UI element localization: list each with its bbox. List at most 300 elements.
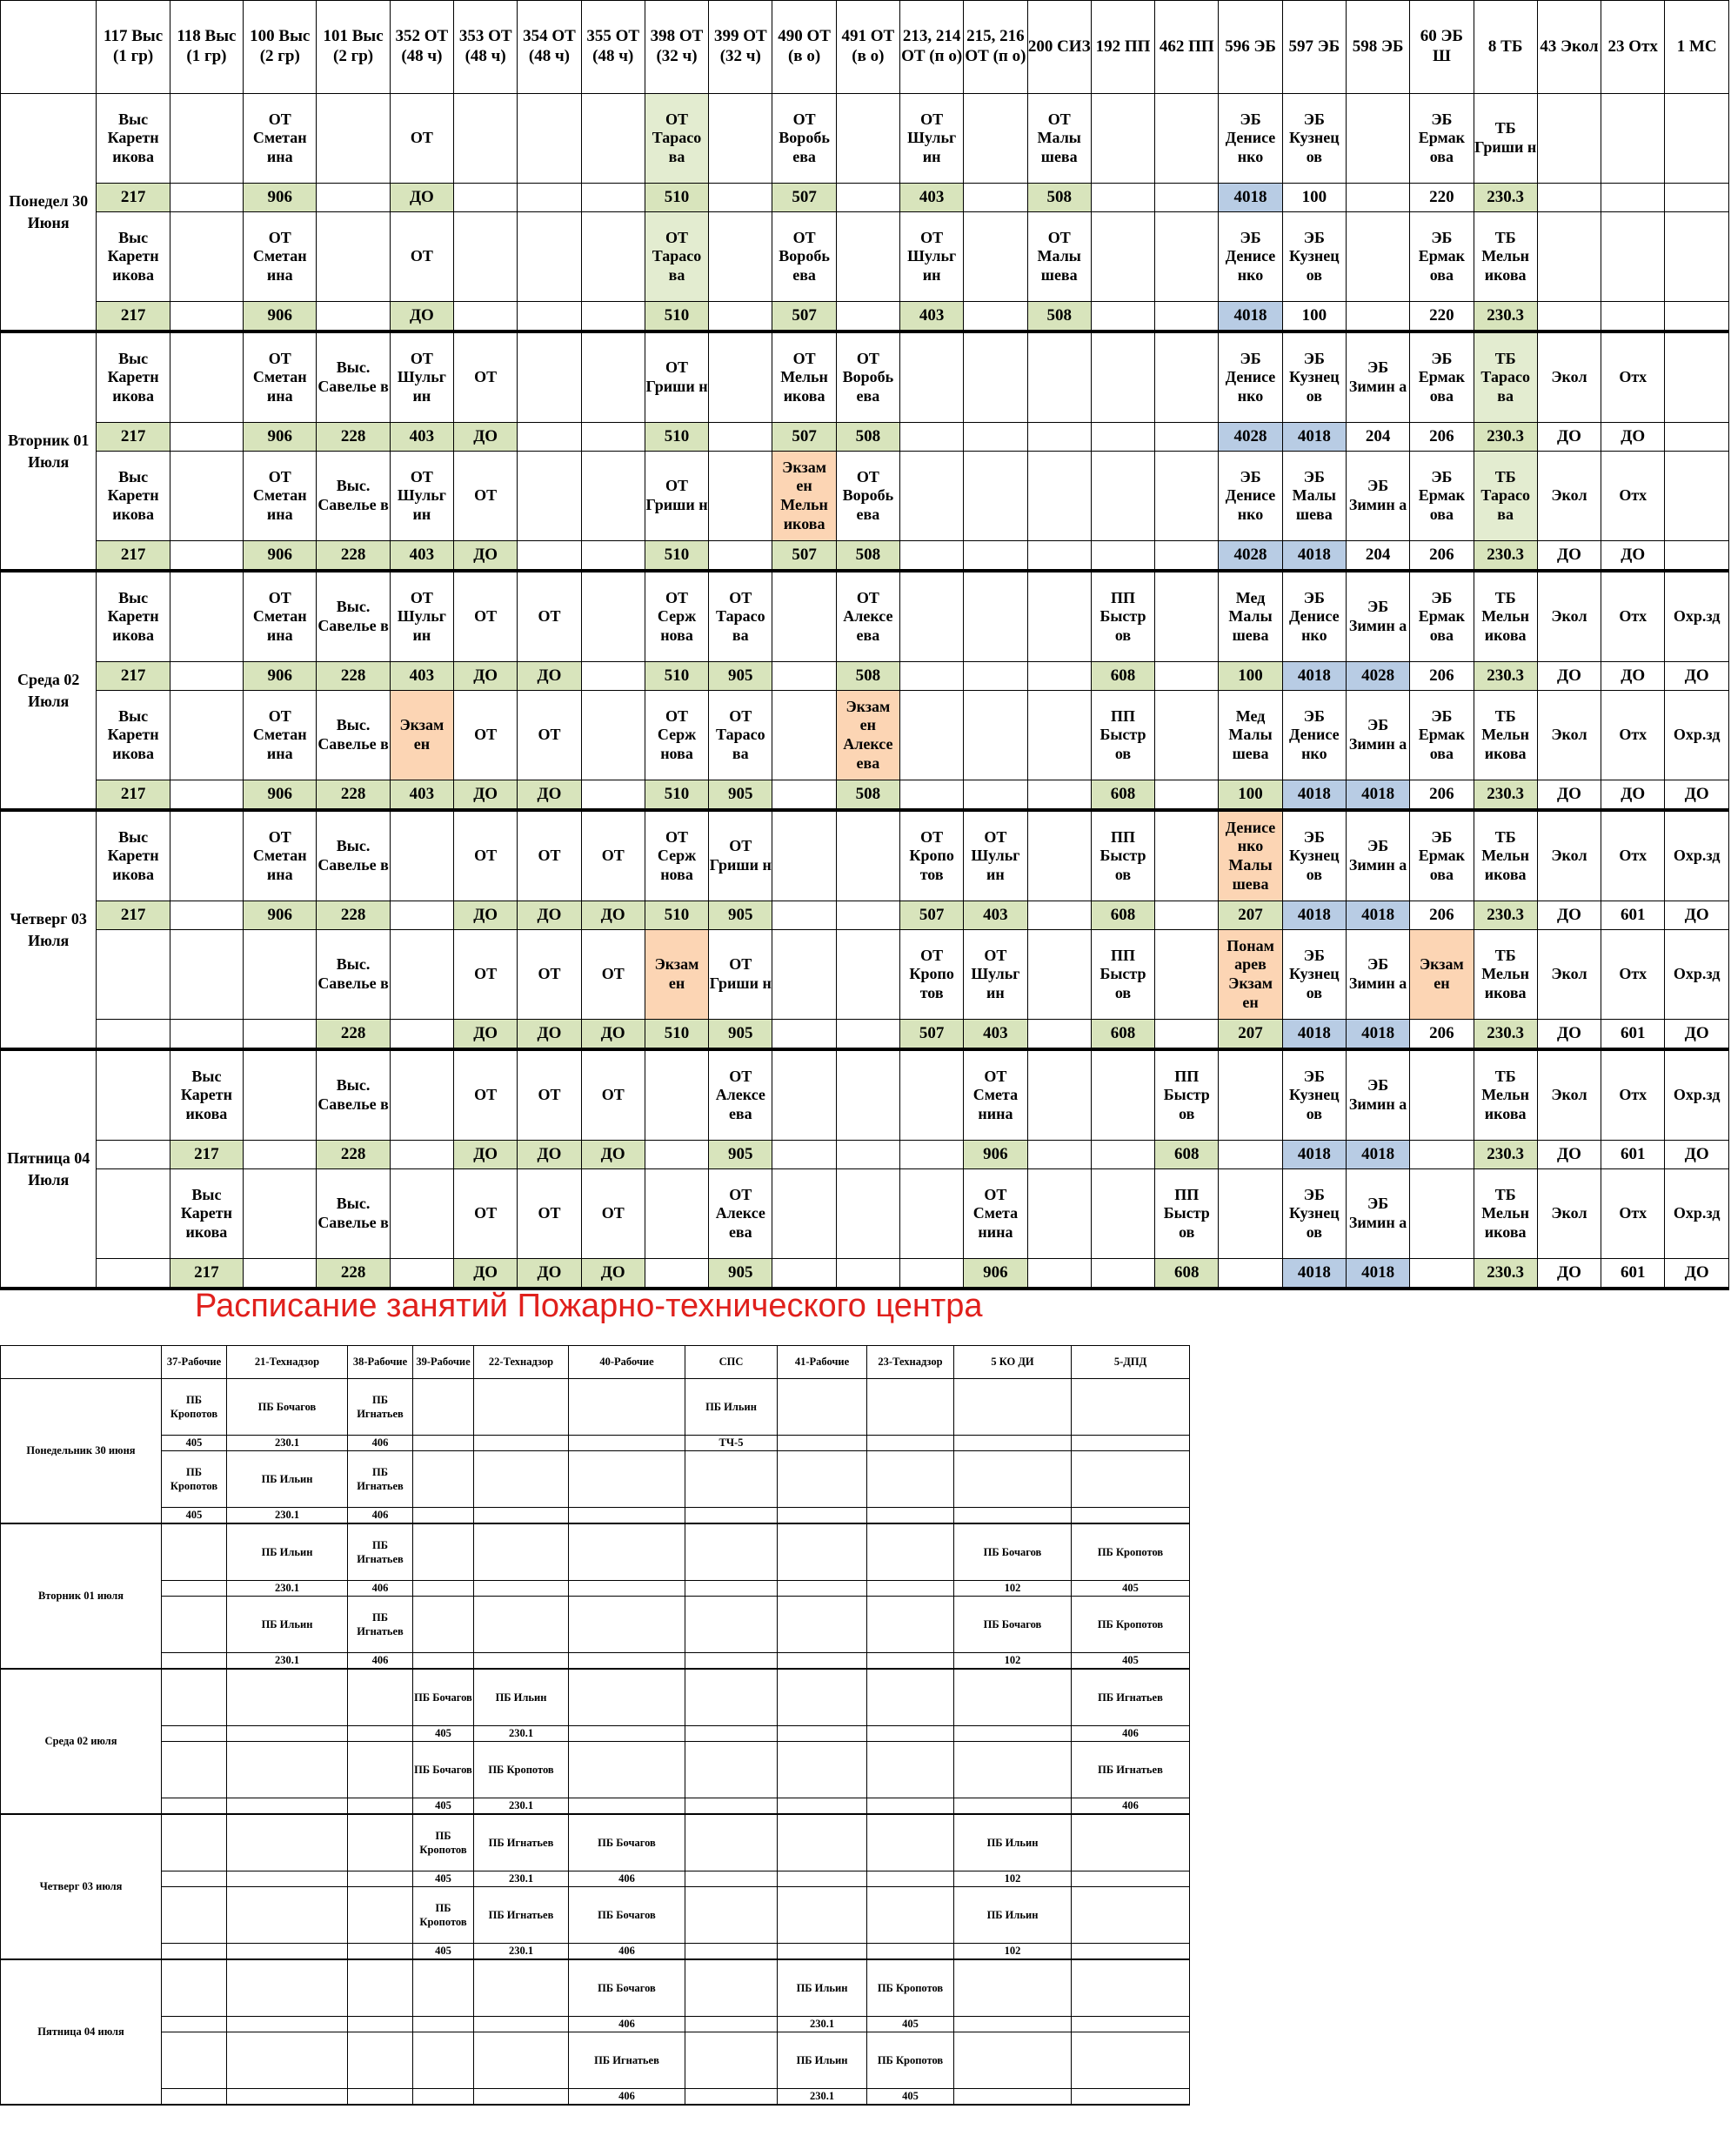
room-cell [162, 1653, 227, 1670]
lesson-cell [1027, 1169, 1091, 1259]
session-row [1, 2032, 1190, 2089]
room-row [1, 901, 1729, 930]
room-cell [317, 302, 390, 332]
lesson-cell: ЭБ Ермак ова [1410, 212, 1474, 302]
room-cell [1027, 1259, 1091, 1289]
lesson-cell [1665, 94, 1729, 184]
room-cell: 228 [317, 901, 390, 930]
room-cell: 510 [645, 780, 708, 811]
lesson-cell [518, 452, 581, 541]
lesson-cell [162, 1597, 227, 1653]
lesson-cell: ПП Быстр ов [1091, 571, 1154, 662]
lesson-cell [778, 1669, 867, 1726]
room-cell: 608 [1091, 901, 1154, 930]
room-cell: 403 [900, 184, 964, 212]
lesson-cell: ЭБ Зимин а [1346, 571, 1409, 662]
lesson-cell [581, 452, 645, 541]
room-cell [1601, 184, 1665, 212]
lesson-cell: ОТ [454, 1049, 518, 1141]
room-cell [518, 423, 581, 452]
room-cell: 217 [97, 901, 170, 930]
lesson-cell: ЭБ Ермак ова [1410, 810, 1474, 901]
lesson-cell: ОТ Воробь ева [836, 331, 899, 423]
lesson-cell: ПБ Игнатьев [1072, 1742, 1190, 1798]
lesson-cell: ПБ Игнатьев [348, 1523, 413, 1581]
room-cell: 217 [170, 1259, 243, 1289]
room-cell: ДО [518, 1259, 581, 1289]
lesson-cell: ПБ Игнатьев [1072, 1669, 1190, 1726]
lesson-cell: ОТ [454, 810, 518, 901]
lesson-cell [772, 1049, 836, 1141]
room-cell [1091, 423, 1154, 452]
room-cell [518, 184, 581, 212]
lesson-cell [162, 1523, 227, 1581]
room-cell: ДО [581, 1259, 645, 1289]
room-cell [390, 1141, 453, 1169]
lesson-cell: ОТ Алексе ева [836, 571, 899, 662]
lesson-cell: ПП Быстр ов [1091, 810, 1154, 901]
room-cell [474, 2017, 569, 2032]
room-cell: 230.3 [1474, 423, 1537, 452]
lesson-cell [954, 1669, 1072, 1726]
lesson-cell: Выс. Савелье в [317, 571, 390, 662]
room-cell: 508 [836, 662, 899, 691]
room-cell [836, 1020, 899, 1050]
lesson-cell [1155, 930, 1219, 1020]
room-cell: 4018 [1346, 780, 1409, 811]
lesson-cell: ТБ Тарасо ва [1474, 331, 1537, 423]
lesson-cell: Выс Каретн икова [97, 331, 170, 423]
room-cell: 508 [836, 780, 899, 811]
lesson-cell [867, 1597, 954, 1653]
room-cell: 4018 [1219, 302, 1282, 332]
lesson-cell [227, 1669, 348, 1726]
room-cell: ДО [1601, 780, 1665, 811]
lesson-cell: ПП Быстр ов [1155, 1169, 1219, 1259]
room-cell [867, 1653, 954, 1670]
room-cell [1665, 423, 1729, 452]
room-cell: ДО [1537, 423, 1601, 452]
room-cell [772, 1141, 836, 1169]
room-cell [227, 2089, 348, 2106]
lesson-cell: ЭБ Зимин а [1346, 930, 1409, 1020]
lesson-cell: Экол [1537, 1049, 1601, 1141]
column-header: СПС [685, 1346, 778, 1379]
room-cell: 4018 [1282, 1141, 1346, 1169]
room-cell [581, 541, 645, 572]
lesson-cell: ТБ Мельн икова [1474, 1049, 1537, 1141]
lesson-cell [1072, 1959, 1190, 2017]
room-cell: 510 [645, 541, 708, 572]
room-cell: ДО [390, 184, 453, 212]
session-row [1, 1669, 1190, 1726]
lesson-cell: ПБ Ильин [227, 1451, 348, 1508]
room-cell [413, 2017, 474, 2032]
lesson-cell [474, 1597, 569, 1653]
room-cell [954, 2089, 1072, 2106]
lesson-cell: ОТ [581, 930, 645, 1020]
lesson-cell [227, 1887, 348, 1944]
room-cell: 406 [569, 2017, 685, 2032]
room-cell: 4018 [1282, 423, 1346, 452]
lesson-cell [867, 1814, 954, 1871]
column-header: 596 ЭБ [1219, 1, 1282, 94]
room-cell: 510 [645, 1020, 708, 1050]
lesson-cell [162, 1742, 227, 1798]
room-cell: 230.3 [1474, 780, 1537, 811]
lesson-cell: ОТ Смета нина [964, 1169, 1027, 1259]
room-cell: 601 [1601, 901, 1665, 930]
lesson-cell [317, 212, 390, 302]
lesson-cell: ПБ Кропотов [474, 1742, 569, 1798]
lesson-cell: Охр.зд [1665, 1169, 1729, 1259]
lesson-cell [1091, 94, 1154, 184]
lesson-cell: ПБ Бочагов [569, 1959, 685, 2017]
column-header: 43 Экол [1537, 1, 1601, 94]
room-cell [1091, 1259, 1154, 1289]
lesson-cell [1027, 452, 1091, 541]
lesson-cell: Выс. Савелье в [317, 1049, 390, 1141]
room-cell [900, 541, 964, 572]
lesson-cell: ПБ Кропотов [867, 2032, 954, 2089]
lesson-cell: ЭБ Зимин а [1346, 691, 1409, 780]
lesson-cell [1601, 94, 1665, 184]
room-cell: 230.1 [227, 1581, 348, 1597]
lesson-cell [170, 212, 243, 302]
column-header: 38-Рабочие [348, 1346, 413, 1379]
lesson-cell: Понам арев Экзам ен [1219, 930, 1282, 1020]
room-cell: 406 [1072, 1798, 1190, 1815]
lesson-cell [685, 1523, 778, 1581]
lesson-cell [474, 1959, 569, 2017]
lesson-cell [954, 1742, 1072, 1798]
lesson-cell [1027, 930, 1091, 1020]
lesson-cell: ОТ [454, 691, 518, 780]
room-cell: 905 [709, 662, 772, 691]
lesson-cell [348, 1887, 413, 1944]
room-cell [1219, 1141, 1282, 1169]
lesson-cell: ЭБ Денисе нко [1219, 331, 1282, 423]
room-cell [1091, 302, 1154, 332]
room-cell [1601, 302, 1665, 332]
room-cell: 403 [964, 901, 1027, 930]
room-cell: 906 [244, 302, 317, 332]
corner-cell [1, 1346, 162, 1379]
room-cell [348, 1871, 413, 1887]
room-cell [581, 423, 645, 452]
room-cell [1410, 1141, 1474, 1169]
lesson-cell [685, 1451, 778, 1508]
lesson-cell: ОТ Малы шева [1027, 94, 1091, 184]
lesson-cell [1091, 212, 1154, 302]
room-row [1, 1259, 1729, 1289]
lesson-cell: Мед Малы шева [1219, 691, 1282, 780]
column-header: 597 ЭБ [1282, 1, 1346, 94]
lesson-cell: Охр.зд [1665, 691, 1729, 780]
room-cell [778, 1653, 867, 1670]
lesson-cell [1072, 1379, 1190, 1436]
room-cell: 102 [954, 1871, 1072, 1887]
lesson-cell: ЭБ Денисе нко [1219, 452, 1282, 541]
room-cell: 230.3 [1474, 662, 1537, 691]
lesson-cell: ЭБ Кузнец ов [1282, 212, 1346, 302]
room-cell: 217 [97, 662, 170, 691]
lesson-cell: Экзам ен [390, 691, 453, 780]
lesson-cell [518, 212, 581, 302]
room-cell: 508 [836, 423, 899, 452]
room-cell [348, 2089, 413, 2106]
room-row [1, 2089, 1190, 2106]
room-cell: 220 [1410, 302, 1474, 332]
room-cell: 207 [1219, 1020, 1282, 1050]
lesson-cell [772, 691, 836, 780]
room-cell: ДО [1537, 1141, 1601, 1169]
lesson-cell [390, 810, 453, 901]
lesson-cell [1219, 1169, 1282, 1259]
lesson-cell [162, 1887, 227, 1944]
room-row [1, 541, 1729, 572]
room-cell: ДО [518, 662, 581, 691]
lesson-cell [709, 94, 772, 184]
room-cell: 220 [1410, 184, 1474, 212]
lesson-cell: ТБ Мельн икова [1474, 212, 1537, 302]
lesson-cell [390, 930, 453, 1020]
room-cell [569, 1798, 685, 1815]
lesson-cell [170, 930, 243, 1020]
lesson-cell: ПБ Игнатьев [569, 2032, 685, 2089]
lesson-cell: Выс Каретн икова [97, 810, 170, 901]
lesson-cell [474, 1451, 569, 1508]
room-cell [836, 184, 899, 212]
room-row [1, 1871, 1190, 1887]
lesson-cell [1410, 1169, 1474, 1259]
lesson-cell: ОТ Шульг ин [390, 452, 453, 541]
lesson-cell: ПБ Кропотов [413, 1887, 474, 1944]
room-cell [867, 1508, 954, 1524]
lesson-cell [581, 212, 645, 302]
room-cell [1072, 1508, 1190, 1524]
room-cell [900, 780, 964, 811]
lesson-cell: ОТ [390, 212, 453, 302]
lesson-cell: Экол [1537, 331, 1601, 423]
room-row [1, 1436, 1190, 1451]
lesson-cell: ОТ Серж нова [645, 691, 708, 780]
room-cell [709, 302, 772, 332]
lesson-cell [518, 94, 581, 184]
lesson-cell [836, 94, 899, 184]
lesson-cell [162, 1669, 227, 1726]
lesson-cell: ОТ Смета нина [964, 1049, 1027, 1141]
lesson-cell: Отх [1601, 1049, 1665, 1141]
column-header: 60 ЭБ Ш [1410, 1, 1474, 94]
room-cell: 228 [317, 1020, 390, 1050]
room-cell [867, 1871, 954, 1887]
lesson-cell: ОТ Воробь ева [836, 452, 899, 541]
room-cell [685, 1798, 778, 1815]
room-cell [227, 1726, 348, 1742]
day-label: Понедел 30 Июня [1, 94, 97, 332]
day-label: Четверг 03 Июля [1, 810, 97, 1049]
room-cell: ДО [390, 302, 453, 332]
room-cell: ДО [1665, 901, 1729, 930]
lesson-cell [1027, 810, 1091, 901]
room-cell: 906 [244, 662, 317, 691]
lesson-cell: ЭБ Зимин а [1346, 452, 1409, 541]
lesson-cell: ЭБ Денисе нко [1282, 571, 1346, 662]
lesson-cell: Выс. Савелье в [317, 691, 390, 780]
lesson-cell: Охр.зд [1665, 1049, 1729, 1141]
lesson-cell [836, 930, 899, 1020]
lesson-cell [474, 1379, 569, 1436]
room-cell: 206 [1410, 901, 1474, 930]
lesson-cell [685, 1742, 778, 1798]
lesson-cell [772, 1169, 836, 1259]
room-cell [900, 662, 964, 691]
column-header: 39-Рабочие [413, 1346, 474, 1379]
room-cell [227, 2017, 348, 2032]
lesson-cell [227, 1959, 348, 2017]
room-cell [244, 1020, 317, 1050]
lesson-cell: Экзам ен [645, 930, 708, 1020]
lesson-cell [518, 331, 581, 423]
lesson-cell: ТБ Мельн икова [1474, 691, 1537, 780]
room-cell: 4018 [1282, 780, 1346, 811]
room-cell: ДО [1601, 423, 1665, 452]
lesson-cell: ОТ Шульг ин [390, 571, 453, 662]
lesson-cell: ПБ Ильин [778, 2032, 867, 2089]
room-cell: 905 [709, 1141, 772, 1169]
lesson-cell: Выс. Савелье в [317, 1169, 390, 1259]
lesson-cell [569, 1379, 685, 1436]
room-cell: ДО [1537, 1259, 1601, 1289]
lesson-cell [474, 1523, 569, 1581]
lesson-cell [317, 94, 390, 184]
lesson-cell [778, 1523, 867, 1581]
lesson-cell [772, 571, 836, 662]
lesson-cell: ЭБ Ермак ова [1410, 331, 1474, 423]
lesson-cell: ПБ Кропотов [162, 1451, 227, 1508]
lesson-cell [244, 930, 317, 1020]
lesson-cell: ОТ [454, 930, 518, 1020]
room-cell [1027, 1020, 1091, 1050]
room-cell [569, 1726, 685, 1742]
lesson-cell [348, 1669, 413, 1726]
lesson-cell [569, 1597, 685, 1653]
lesson-cell: Выс Каретн икова [97, 94, 170, 184]
room-cell [954, 1798, 1072, 1815]
room-cell: ДО [454, 662, 518, 691]
room-cell [867, 1726, 954, 1742]
room-cell: 4028 [1346, 662, 1409, 691]
fire-center-schedule [0, 1345, 1190, 2106]
room-cell [454, 184, 518, 212]
room-cell: 405 [413, 1798, 474, 1815]
lesson-cell [685, 1597, 778, 1653]
lesson-cell: ЭБ Малы шева [1282, 452, 1346, 541]
room-cell [170, 423, 243, 452]
lesson-cell [244, 1169, 317, 1259]
lesson-cell: ОТ [518, 1049, 581, 1141]
lesson-cell: ОТ Шульг ин [900, 212, 964, 302]
lesson-cell: Отх [1601, 1169, 1665, 1259]
session-row [1, 331, 1729, 423]
room-cell [1155, 184, 1219, 212]
room-cell: ДО [454, 1020, 518, 1050]
room-cell [1346, 302, 1409, 332]
lesson-cell [778, 1742, 867, 1798]
session-row [1, 810, 1729, 901]
room-cell [1155, 1020, 1219, 1050]
lesson-cell: ОТ Шульг ин [900, 94, 964, 184]
room-cell [1155, 901, 1219, 930]
room-row [1, 302, 1729, 332]
room-cell [778, 1726, 867, 1742]
room-cell [1027, 901, 1091, 930]
room-cell [1091, 184, 1154, 212]
room-cell [474, 1508, 569, 1524]
lesson-cell: ОТ Кропо тов [900, 810, 964, 901]
lesson-cell [97, 1049, 170, 1141]
lesson-cell: ОТ [518, 691, 581, 780]
room-cell: 4018 [1346, 1259, 1409, 1289]
lesson-cell [954, 1959, 1072, 2017]
lesson-cell: Охр.зд [1665, 930, 1729, 1020]
room-cell: 406 [348, 1508, 413, 1524]
lesson-cell: ЭБ Ермак ова [1410, 452, 1474, 541]
lesson-cell: ОТ Серж нова [645, 810, 708, 901]
room-cell: 906 [244, 780, 317, 811]
room-cell: 100 [1219, 780, 1282, 811]
lesson-cell: ОТ Тарасо ва [709, 691, 772, 780]
room-cell [413, 1436, 474, 1451]
column-header: 353 ОТ (48 ч) [454, 1, 518, 94]
room-cell [685, 2017, 778, 2032]
lesson-cell: Отх [1601, 691, 1665, 780]
lesson-cell: ОТ Алексе ева [709, 1169, 772, 1259]
room-cell [964, 541, 1027, 572]
lesson-cell [581, 571, 645, 662]
room-cell [709, 423, 772, 452]
room-cell: ДО [581, 1020, 645, 1050]
room-cell [227, 1944, 348, 1960]
lesson-cell [97, 1169, 170, 1259]
room-cell [964, 662, 1027, 691]
lesson-cell: Выс Каретн икова [97, 212, 170, 302]
lesson-cell [390, 1169, 453, 1259]
room-cell: 608 [1155, 1259, 1219, 1289]
lesson-cell [170, 810, 243, 901]
lesson-cell: ОТ Гриши н [709, 810, 772, 901]
column-header: 23-Технадзор [867, 1346, 954, 1379]
column-header: 101 Выс (2 гр) [317, 1, 390, 94]
room-cell [772, 1020, 836, 1050]
lesson-cell: ОТ [518, 930, 581, 1020]
room-cell [1155, 541, 1219, 572]
room-row [1, 1141, 1729, 1169]
room-cell [97, 1259, 170, 1289]
lesson-cell [170, 571, 243, 662]
lesson-cell [170, 94, 243, 184]
lesson-cell [1537, 94, 1601, 184]
lesson-cell [162, 1814, 227, 1871]
lesson-cell [413, 2032, 474, 2089]
lesson-cell [1155, 571, 1219, 662]
room-cell: 206 [1410, 1020, 1474, 1050]
session-row [1, 1049, 1729, 1141]
room-cell [1027, 780, 1091, 811]
room-cell [162, 1944, 227, 1960]
lesson-cell: ЭБ Зимин а [1346, 810, 1409, 901]
